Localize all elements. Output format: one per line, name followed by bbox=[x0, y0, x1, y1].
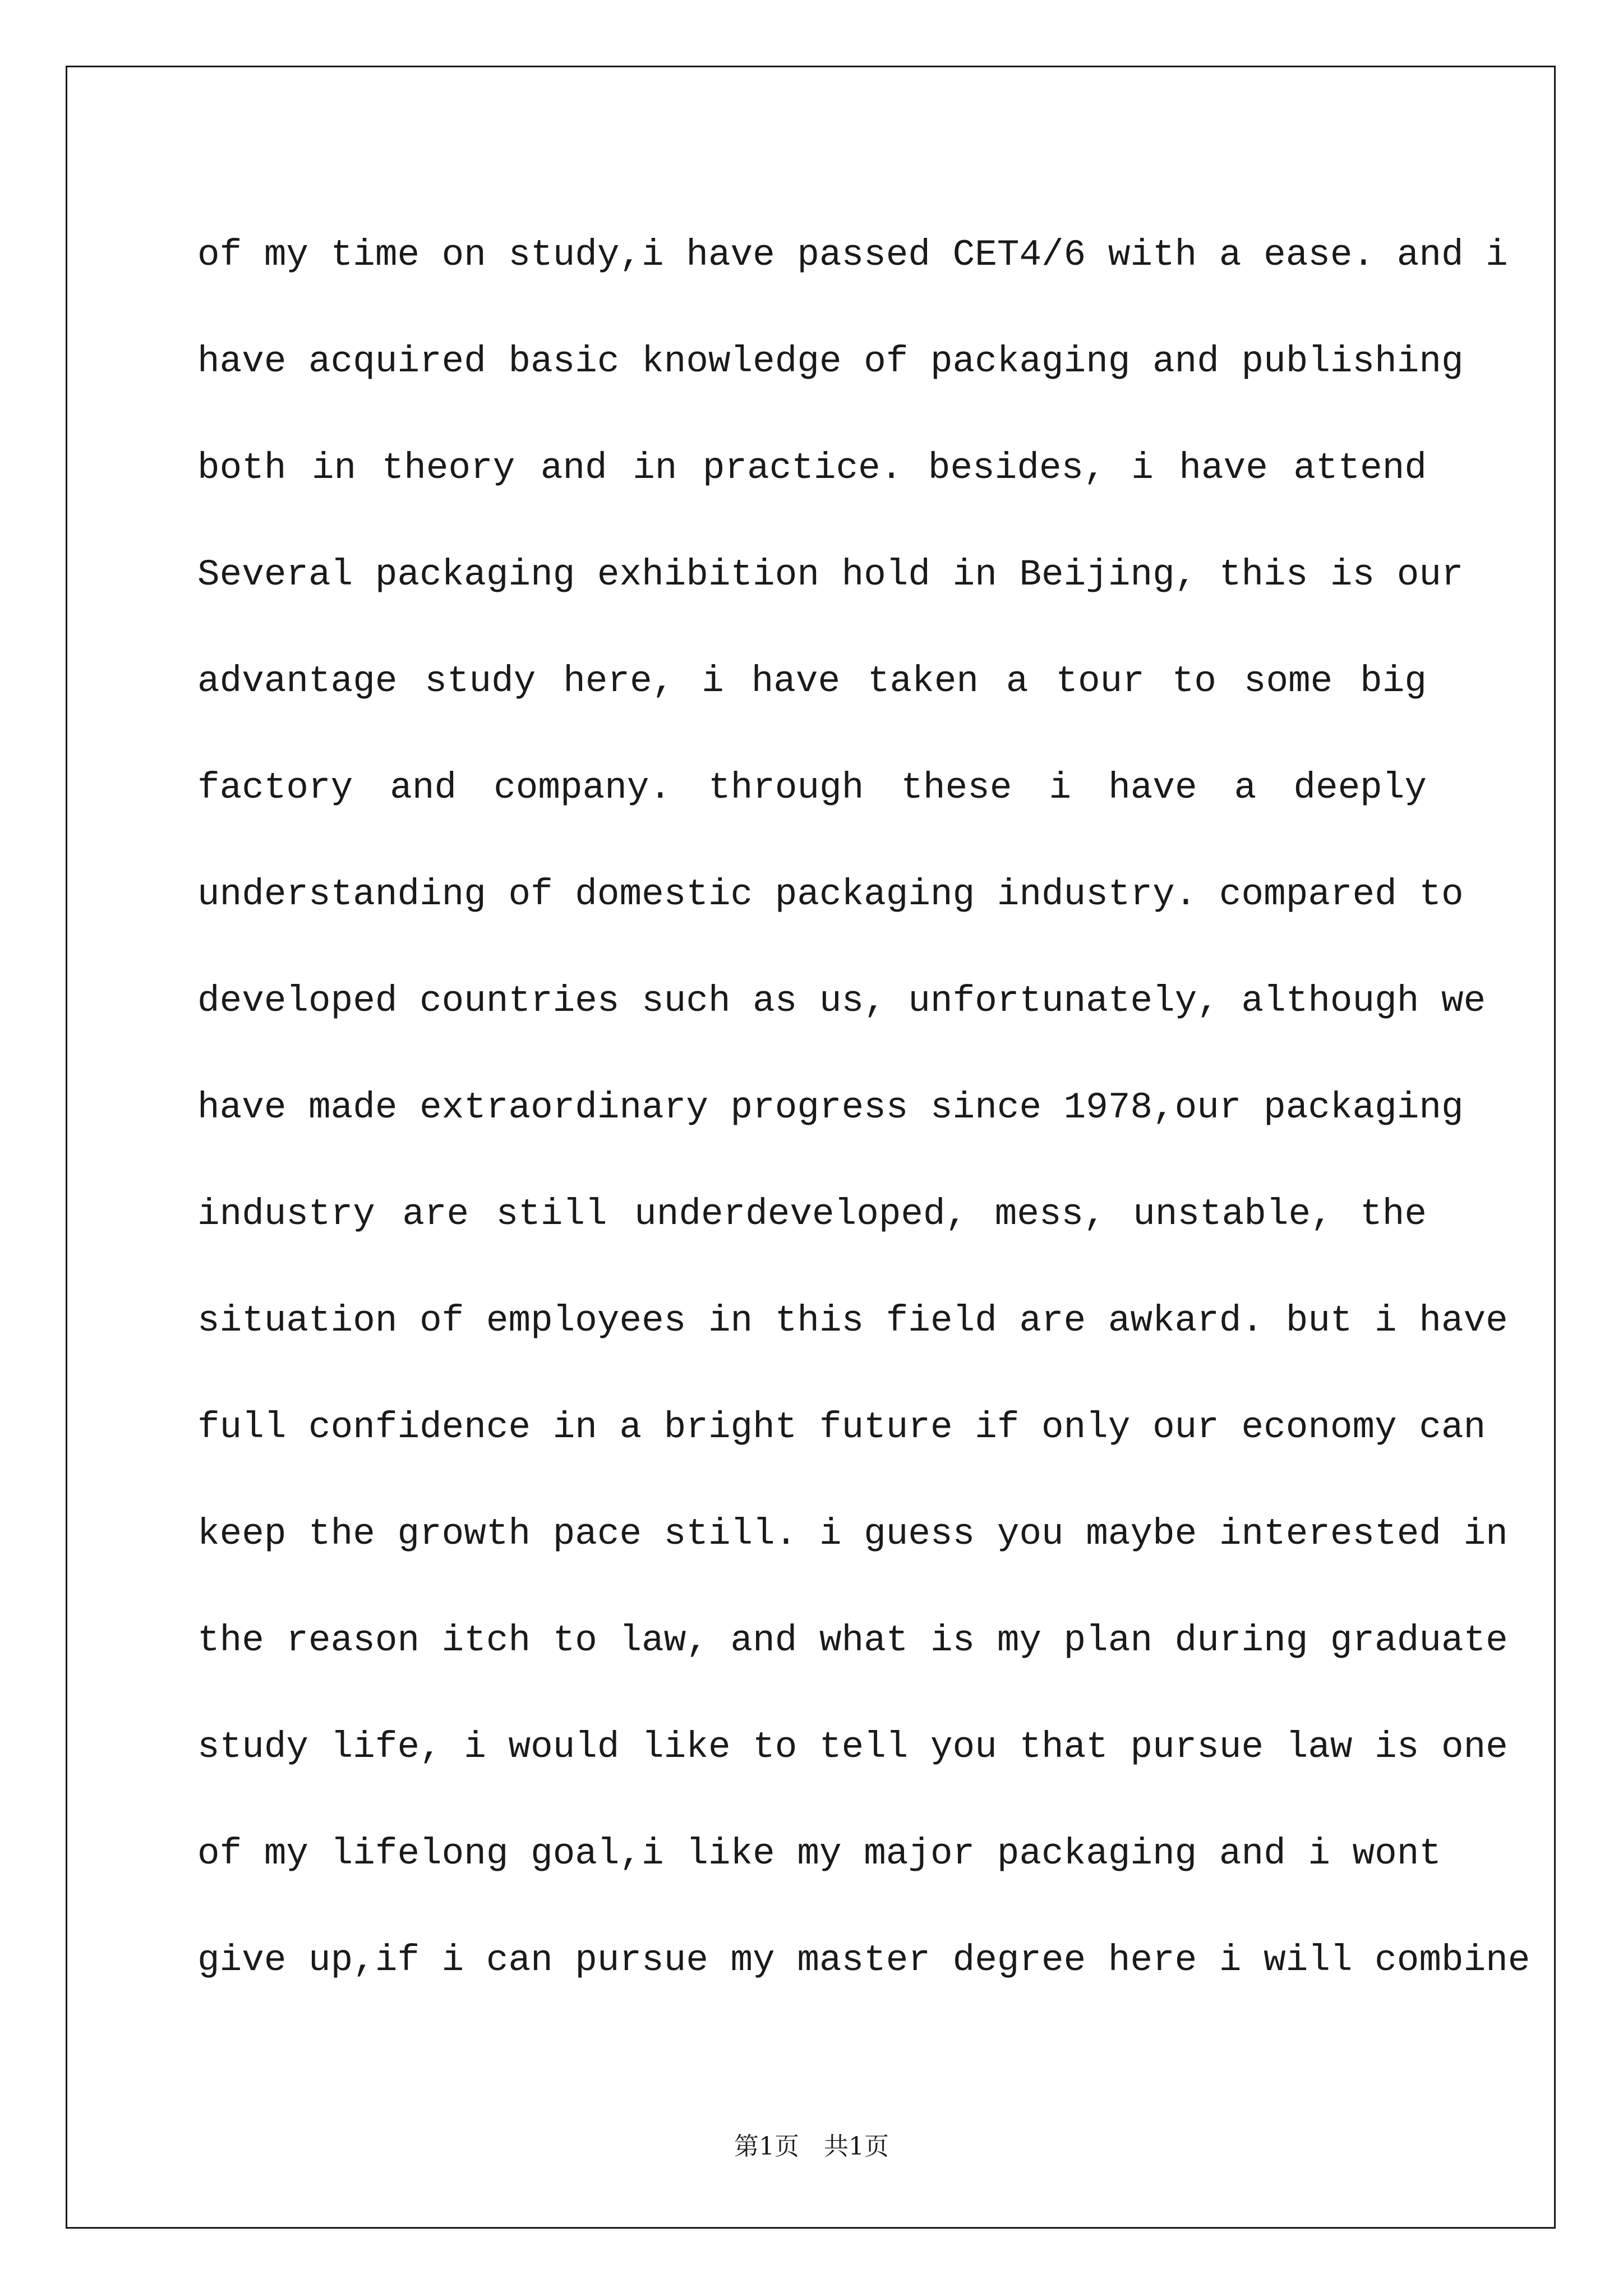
text-line: industry are still underdeveloped, mess, unstable, the bbox=[197, 1193, 1427, 1235]
text-line: keep the growth pace still. i guess you maybe interested in bbox=[197, 1513, 1508, 1555]
text-line: of my lifelong goal,i like my major packaging and i wont bbox=[197, 1833, 1441, 1875]
text-line: give up,if i can pursue my master degree here i will combine bbox=[197, 1939, 1530, 1981]
text-line: understanding of domestic packaging industry. compared to bbox=[197, 873, 1464, 915]
text-line: study life, i would like to tell you that pursue law is one bbox=[197, 1726, 1508, 1768]
text-line: factory and company. through these i have a deeply bbox=[197, 767, 1427, 809]
text-line: of my time on study,i have passed CET4/6 with a ease. and i bbox=[197, 234, 1508, 276]
page-number-footer: 第1页 共1页 bbox=[734, 2132, 889, 2161]
text-line: both in theory and in practice. besides, i have attend bbox=[197, 447, 1427, 489]
body-text bbox=[197, 202, 1530, 2014]
text-line: have acquired basic knowledge of packaging and publishing bbox=[197, 341, 1464, 383]
text-line: situation of employees in this field are awkard. but i have bbox=[197, 1300, 1508, 1342]
text-line: the reason itch to law, and what is my plan during graduate bbox=[197, 1619, 1508, 1662]
text-line: full confidence in a bright future if only our economy can bbox=[197, 1406, 1486, 1448]
text-line: Several packaging exhibition hold in Beijing, this is our bbox=[197, 554, 1464, 596]
text-line: have made extraordinary progress since 1978,our packaging bbox=[197, 1087, 1464, 1129]
text-line: developed countries such as us, unfortunately, although we bbox=[197, 980, 1486, 1022]
text-line: advantage study here, i have taken a tour to some big bbox=[197, 660, 1427, 702]
